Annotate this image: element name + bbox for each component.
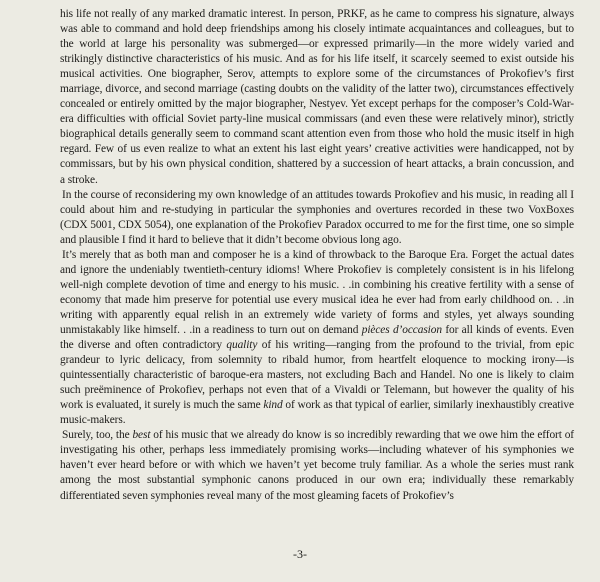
text-run: of work as that typical of earlier, similarly inexhaustibly creative music-makers. (60, 399, 574, 427)
italic-text: quality (226, 339, 258, 352)
text-run: In the course of reconsidering my own knowledge of an attitudes towards Prokofiev and his music, in reading all I could about him and re-studying in particular the symphonies and overtures recorded in these two VoxBoxes (CDX 5001, CDX 5054), one explanation of the Prokofiev Paradox occurred to me for the first time, one so simple and plausible I find it hard to believe that it didn’t become obvious long ago. (60, 188, 574, 246)
text-run: Surely, too, the (62, 429, 133, 442)
paragraph-3 (60, 248, 574, 429)
italic-text: kind (263, 399, 283, 412)
body-text (60, 7, 574, 504)
paragraph-4 (60, 428, 574, 503)
text-run: of his writing—ranging from the profound to the trivial, from epic grandeur to lyric delicacy, from solemnity to ribald humor, from heartfelt eloquence to mocking irony—is quintessentially characteristic of baroque-era masters, not excluding Bach and Handel. No one is likely to claim such preëminence of Prokofiev, perhaps not even that of a Vivaldi or Telemann, but however the quality of his work is evaluated, it surely is much the same (60, 339, 574, 412)
text-run: of his music that we already do know is so incredibly rewarding that we owe him the effort of investigating his other, perhaps less immediately promising works—including whatever of his symphonies we haven’t ever heard before or with which we haven’t yet become truly familiar. As a whole the series must rank among the most substantial symphonic canons produced in our own era; individually these remarkably differentiated seven symphonies reveal many of the most gleaming facets of Prokofiev’s (60, 429, 574, 502)
paragraph-1 (60, 7, 574, 188)
text-run: for all kinds of events. Even the diverse and often contradictory (60, 323, 574, 352)
text-run: his life not really of any marked dramatic interest. In person, PRKF, as he came to compress his signature, always was able to command and hold deep friendships among his closely intimate acquaintances and colleagues, but to the world at large his personality was submerged—or expressed primarily—in the more widely varied and strikingly distinctive characteristics of his music. And as for his life itself, it scarcely seemed to exist outside his musical activities. One biographer, Serov, attempts to explore some of the circumstances of Prokofiev’s first marriage, divorce, and second marriage (casting doubts on the validity of the latter two), circumstances effectively concealed or entirely omitted by the major biographer, Nestyev. Yet except perhaps for the composer’s Cold-War-era difficulties with official Soviet party-line musical commissars (and even these were relatively minor), strictly biographical details generally seem to command scant attention even from those who hold the music itself in high regard. Few of us even realize to what an extent his last eight years’ creative activities were handicapped, not by commissars, but by his own physical condition, shattered by a succession of heart attacks, a brain concussion, and a stroke. (60, 8, 574, 186)
text-run: It’s merely that as both man and composer he is a kind of throwback to the Baroque Era. Forget the actual dates and ignore the undeniably twentieth-century idioms! Where Prokofiev is completely consistent is in his lifelong well-nigh complete devotion of time and energy to his music. . .in combining his creative fertility with a sense of economy that made him preserve for potential use every musical idea he ever had from early childhood on. . .in writing with apparently equal relish in an extremely wide variety of forms and styles, yet always sounding unmistakably like himself. . .in a readiness to turn out on demand (60, 248, 574, 336)
paragraph-2 (60, 188, 574, 248)
italic-text: pièces d’occasion (361, 323, 442, 336)
page-number: -3- (293, 547, 307, 561)
italic-text: best (132, 429, 151, 442)
